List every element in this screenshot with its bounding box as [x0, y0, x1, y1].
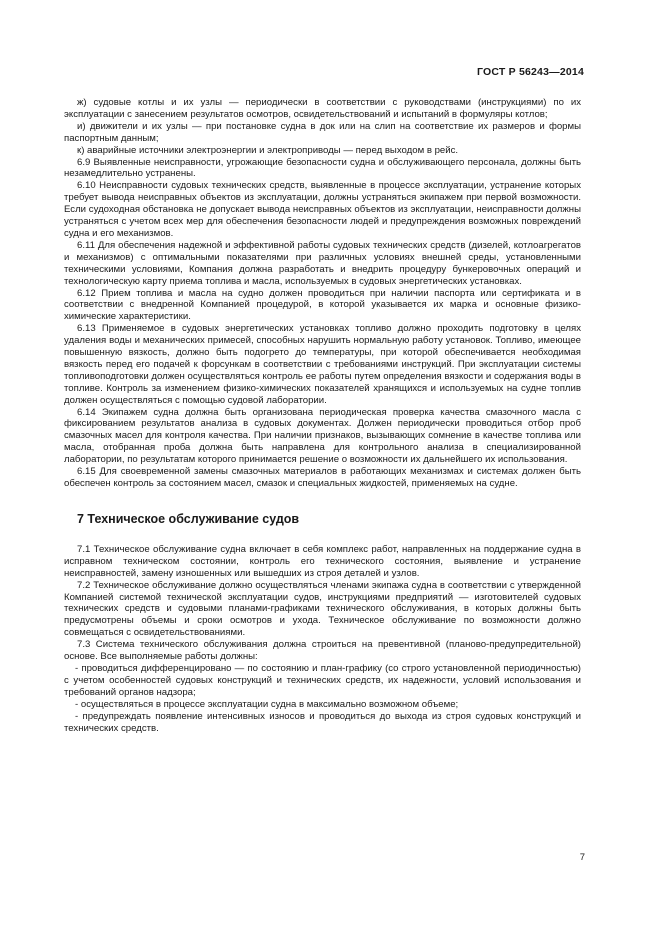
paragraph: 7.3 Система технического обслуживания должна строиться на превентивной (планово-предупредительной) основе. Все выполняемые работы должны: [64, 639, 581, 663]
paragraph: 6.14 Экипажем судна должна быть организована периодическая проверка качества смазочного масла с фиксированием результатов анализа в судовых документах. Должен периодически проводиться отбор проб смазочных масел для контроля качества. При наличии признаков, вызывающих сомнение в качестве топлива или масла, отобранная проба должна быть направлена для контрольного анализа в специализированной лаборатории, по результатам которого принимается решение о возможности их дальнейшего их использования. [64, 406, 581, 466]
paragraph: к) аварийные источники электроэнергии и электроприводы — перед выходом в рейс. [77, 144, 459, 156]
list-item: - предупреждать появление интенсивных износов и проводиться до выхода из строя судовых конструкций и технических средств. [64, 710, 581, 734]
paragraph: 6.12 Прием топлива и масла на судно должен проводиться при наличии паспорта или сертификата и в соответствии с внедренной Компанией процедурой, в которой указывается их марка и основные физико-химические характеристики. [64, 287, 581, 323]
page-number: 7 [579, 852, 585, 863]
section-title: 7 Техническое обслуживание судов [77, 511, 300, 526]
paragraph: 7.1 Техническое обслуживание судна включает в себя комплекс работ, направленных на поддержание судна в исправном техническом состоянии, контроль его технического состояния, выявление и устранение неисправностей, замену изношенных или вышедших из строя деталей и узлов. [64, 543, 581, 579]
paragraph: 6.13 Применяемое в судовых энергетических установках топливо должно проходить подготовку в целях удаления воды и механических примесей, способных нарушить нормальную работу установок. Топливо, имеющее повышенную вязкость, должно быть подогрето до температуры, при которой обеспечивается необходимая вязкость перед его подачей к форсункам в соответствии с требованиями инструкций. При эксплуатации системы топливоподготовки должен осуществляться контроль ее работы путем определения вязкости и содержания воды в топливе. Контроль за изменением физико-химических показателей хранящихся и используемых на судне топлив должен осуществляться с помощью судовой лаборатории. [64, 323, 581, 406]
paragraph: 6.10 Неисправности судовых технических средств, выявленные в процессе эксплуатации, устранение которых требует вывода неисправных объектов из эксплуатации, должны устраняться экипажем при первой возможности. Если судоходная обстановка не допускает вывода неисправных объектов из эксплуатации, неисправности должны устраняться с учетом всех мер для обеспечения безопасности людей и предупреждения возможных повреждений судна и его механизмов. [64, 180, 581, 239]
paragraph: 7.2 Техническое обслуживание должно осуществляться членами экипажа судна в соответствии с утвержденной Компанией системой технической эксплуатации судов, инструкциями предприятий — изготовителей судовых технических средств и судовыми планами-графиками технического обслуживания, в которых должны быть предусмотрены объемы и сроки осмотров и ухода. Техническое обслуживание по возможности должно совмещаться с освидетельствованиями. [64, 579, 581, 639]
document-header: ГОСТ Р 56243—2014 [476, 66, 584, 78]
paragraph: 6.9 Выявленные неисправности, угрожающие безопасности судна и обслуживающего персонала, должны быть незамедлительно устранены. [64, 156, 581, 180]
paragraph: ж) судовые котлы и их узлы — периодически в соответствии с руководствами (инструкциями) по их эксплуатации с занесением результатов осмотров, освидетельствований и испытаний в формуляры котлов; [64, 97, 581, 120]
paragraph: 6.11 Для обеспечения надежной и эффективной работы судовых технических средств (дизелей, котлоагрегатов и механизмов) с оптимальными показателями при различных условиях внешней среды, установленными техническими условиями, Компания должна разработать и внедрить процедуру бункеровочных операций и технологическую карту приема топлива и масла, используемых в судовых энергетических установках. [64, 239, 581, 287]
paragraph: 6.15 Для своевременной замены смазочных материалов в работающих механизмах и системах должен быть обеспечен контроль за состоянием масел, смазок и специальных жидкостей, применяемых на судне. [64, 466, 581, 489]
list-item: - проводиться дифференцировано — по состоянию и план-графику (со строго установленной периодичностью) с учетом особенностей судовых конструкций и технических средств, их надежности, условий использования и требований органов надзора; [64, 662, 581, 698]
page-content [64, 97, 581, 734]
list-item: - осуществляться в процессе эксплуатации судна в максимально возможном объеме; [75, 698, 459, 710]
paragraph: и) движители и их узлы — при постановке судна в док или на слип на соответствие их размеров и формы паспортным данным; [64, 120, 581, 144]
